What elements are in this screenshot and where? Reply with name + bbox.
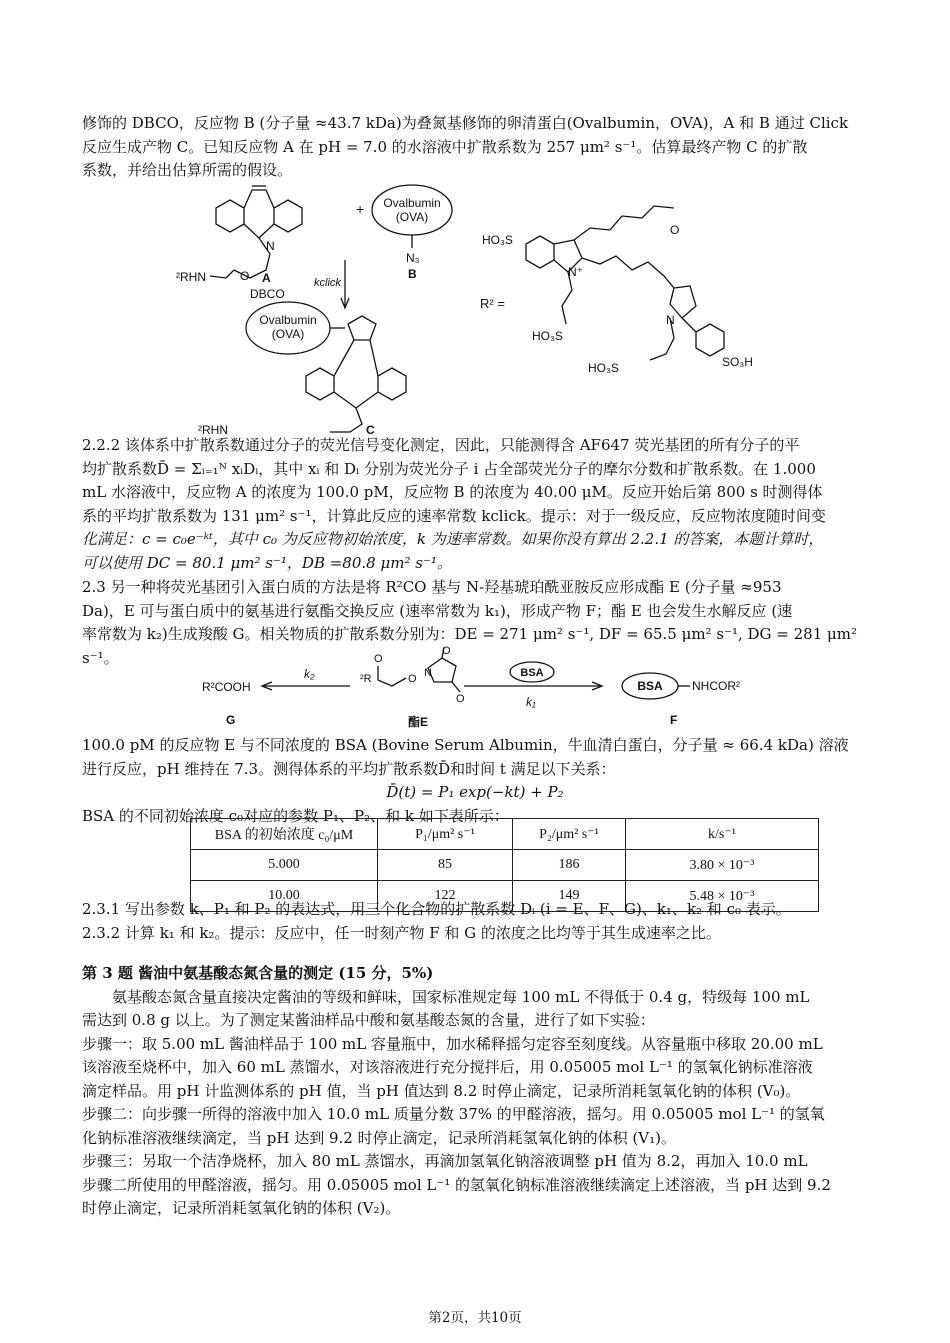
hint-line: 化满足：c = c₀e⁻ᵏᵗ，其中 c₀ 为反应物初始浓度，k 为速率常数。如果你没有算出 2.2.1 的答案，本题计算时， — [82, 530, 824, 548]
compound-a-label: A — [262, 271, 271, 285]
intro-line: 修饰的 DBCO，反应物 B (分子量 ≈43.7 kDa)为叠氮基修饰的卵清蛋白(Ovalbumin，OVA)，A 和 B 通过 Click — [82, 114, 849, 132]
bsa-reagent-label: BSA — [520, 667, 544, 679]
ester-reaction-scheme — [180, 646, 800, 730]
table-cell: 122 — [378, 881, 513, 912]
so3h-label-1: HO₃S — [482, 233, 513, 247]
text-line: 率常数为 k₂)生成羧酸 G。相关物质的扩散系数分别为：DE = 271 μm² s⁻¹, DF = 65.5 μm² s⁻¹, DG = 281 μm² s⁻¹。 — [82, 625, 857, 667]
page-footer: 第2页，共10页 — [428, 1310, 522, 1326]
bsa-product-label: BSA — [637, 679, 663, 693]
k1-label: k₁ — [526, 695, 536, 709]
table-header: P₂/μm² s⁻¹ — [513, 819, 626, 850]
dye-carbonyl-o: O — [670, 223, 680, 237]
compound-e-label: 酯E — [408, 715, 429, 729]
text-line: 100.0 pM 的反应物 E 与不同浓度的 BSA (Bovine Serum Albumin，牛血清白蛋白，分子量 ≈ 66.4 kDa) 溶液 — [82, 736, 849, 754]
step-1-line: 滴定样品。用 pH 计监测体系的 pH 值，当 pH 值达到 8.2 时停止滴定，记录所消耗氢氧化钠的体积 (V₀)。 — [82, 1081, 801, 1100]
table-cell: 186 — [513, 850, 626, 881]
text-line: 氨基酸态氮含量直接决定酱油的等级和鲜味，国家标准规定每 100 mL 不得低于 0.4 g，特级每 100 mL — [112, 987, 810, 1006]
step-1-line: 步骤一：取 5.00 mL 酱油样品于 100 mL 容量瓶中，加水稀释摇匀定容至刻度线。从容量瓶中移取 20.00 mL — [82, 1034, 823, 1053]
step-3-line: 步骤三：另取一个洁净烧杯，加入 80 mL 蒸馏水，再滴加氢氧化钠溶液调整 pH 值为 8.2，再加入 10.0 mL — [82, 1152, 808, 1170]
text-line: 需达到 0.8 g 以上。为了测定某酱油样品中酸和氨基酸态氮的含量，进行了如下实验： — [82, 1011, 655, 1029]
text-line: 2.2.2 该体系中扩散系数通过分子的荧光信号变化测定，因此，只能测得含 AF647 荧光基团的所有分子的平 — [82, 436, 800, 454]
question-2-3-2: 2.3.2 计算 k₁ 和 k₂。提示：反应中，任一时刻产物 F 和 G 的浓度之比均等于其生成速率之比。 — [82, 923, 721, 942]
so3h-label-3: HO₃S — [588, 361, 619, 375]
so3h-label-2: HO₃S — [532, 329, 563, 343]
rhn-label-a: ²RHN — [176, 270, 206, 284]
amide-n-label: N — [266, 239, 275, 253]
r2cooh-label: R²COOH — [202, 680, 251, 694]
table-cell: 85 — [378, 850, 513, 881]
ova-b-line2: (OVA) — [395, 210, 429, 224]
text-line: Da)，E 可与蛋白质中的氨基进行氨酯交换反应 (速率常数为 k₁)，形成产物 F；酯 E 也会发生水解反应 (速 — [82, 601, 793, 620]
ova-b-line1: Ovalbumin — [383, 196, 441, 210]
carbonyl-o-label: O — [240, 269, 250, 283]
succinimide-o-1: O — [442, 646, 451, 657]
succinimide-n: N — [424, 667, 432, 679]
r2-equals-label: R² = — [480, 296, 505, 311]
section-2-2-2 — [82, 434, 868, 575]
table-cell: 5.000 — [191, 850, 378, 881]
kclick-label: kclick — [314, 277, 341, 289]
step-1-line: 该溶液至烧杯中，加入 60 mL 蒸馏水，对该溶液进行充分搅拌后，用 0.05005 mol L⁻¹ 的氢氧化钠标准溶液 — [82, 1058, 813, 1076]
intro-paragraph — [82, 112, 868, 183]
rhn-label-c: ²RHN — [198, 423, 228, 437]
text-line: mL 水溶液中，反应物 A 的浓度为 100.0 pM，反应物 B 的浓度为 40.00 μM。反应开始后第 800 s 时测得体 — [82, 483, 823, 501]
r2-label: ²R — [360, 673, 372, 685]
table-header: k/s⁻¹ — [626, 819, 819, 850]
step-3-line: 步骤二所使用的甲醛溶液，摇匀。用 0.05005 mol L⁻¹ 的氢氧化钠标准溶液继续滴定上述溶液，当 pH 达到 9.2 — [82, 1175, 831, 1194]
k2-label: k₂ — [304, 667, 315, 681]
compound-g-label: G — [226, 713, 236, 727]
step-3-line: 时停止滴定，记录所消耗氢氧化钠的体积 (V₂)。 — [82, 1199, 401, 1217]
equation: D̄(t) = P₁ exp(−kt) + P₂ — [386, 783, 564, 801]
intro-line: 系数，并给出估算所需的假设。 — [82, 161, 293, 179]
step-2-line: 化钠标准溶液继续滴定，当 pH 达到 9.2 时停止滴定，记录所消耗氢氧化钠的体积 (V₁)。 — [82, 1128, 676, 1147]
plus-sign: + — [356, 201, 365, 217]
indolium-n-label: N⁺ — [568, 265, 583, 279]
succinimide-o-2: O — [456, 693, 465, 705]
indole-n-label: N — [666, 313, 675, 327]
question-3 — [82, 962, 868, 1221]
table-cell: 10.00 — [191, 881, 378, 912]
intro-line: 反应生成产物 C。已知反应物 A 在 pH = 7.0 的水溶液中扩散系数为 257 μm² s⁻¹。估算最终产物 C 的扩散 — [82, 137, 808, 156]
table-cell: 3.80 × 10⁻³ — [626, 850, 819, 881]
question-3-title: 第 3 题 酱油中氨基酸态氮含量的测定 (15 分，5%) — [82, 964, 434, 982]
ova-c-line1: Ovalbumin — [259, 313, 317, 327]
ester-o-2: O — [408, 673, 417, 685]
question-2-3-1: 2.3.1 写出参数 k、P₁ 和 P₂ 的表达式，用三个化合物的扩散系数 Dᵢ (i = E、F、G)、k₁、k₂ 和 c₀ 表示。 — [82, 900, 791, 918]
ester-o-1: O — [374, 653, 383, 665]
so3h-label-4: SO₃H — [722, 355, 753, 369]
table-header: P₁/μm² s⁻¹ — [378, 819, 513, 850]
table-cell: 149 — [513, 881, 626, 912]
table-header-row — [191, 819, 819, 850]
step-2-line: 步骤二：向步骤一所得的溶液中加入 10.0 mL 质量分数 37% 的甲醛溶液，摇匀。用 0.05005 mol L⁻¹ 的氢氧 — [82, 1105, 825, 1123]
text-line: BSA 的不同初始浓度 c₀对应的参数 P₁、P₂、和 k 如下表所示： — [82, 806, 509, 825]
hint-line: 可以使用 DC = 80.1 μm² s⁻¹，DB =80.8 μm² s⁻¹。 — [82, 553, 452, 572]
text-line: 2.3 另一种将荧光基团引入蛋白质的方法是将 R²CO 基与 N-羟基琥珀酰亚胺反应形成酯 E (分子量 ≈953 — [82, 578, 782, 596]
compound-c-label: C — [366, 423, 375, 437]
click-reaction-scheme — [170, 178, 790, 440]
text-line: 均扩散系数D̄ = Σᵢ₌₁ᴺ xᵢDᵢ，其中 xᵢ 和 Dᵢ 分别为荧光分子 i 占全部荧光分子的摩尔分数和扩散系数。在 1.000 — [82, 459, 816, 478]
ova-c-line2: (OVA) — [271, 327, 305, 341]
nhcor-label: NHCOR² — [692, 679, 740, 693]
section-2-3-continued — [82, 734, 868, 828]
text-line: 进行反应，pH 维持在 7.3。测得体系的平均扩散系数D̄和时间 t 满足以下关系： — [82, 759, 616, 778]
table-cell: 5.48 × 10⁻³ — [626, 881, 819, 912]
dbco-label: DBCO — [250, 287, 285, 301]
table-header: BSA 的初始浓度 c₀/μM — [191, 819, 378, 850]
azide-label: N₃ — [406, 251, 420, 265]
compound-b-label: B — [408, 267, 417, 281]
sub-questions — [82, 898, 868, 945]
compound-f-label: F — [670, 713, 678, 727]
text-line: 系的平均扩散系数为 131 μm² s⁻¹，计算此反应的速率常数 kclick。提示：对于一级反应，反应物浓度随时间变 — [82, 506, 826, 525]
table-row — [191, 850, 819, 881]
